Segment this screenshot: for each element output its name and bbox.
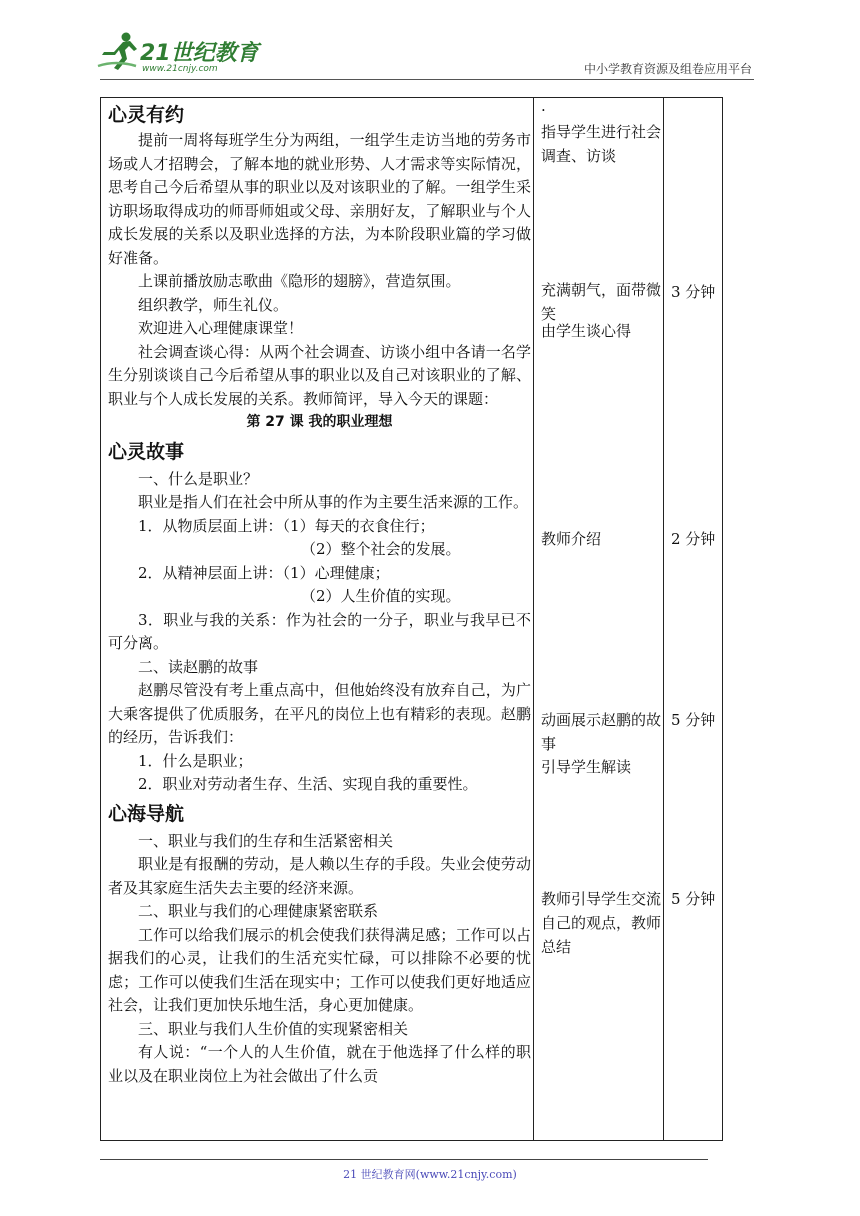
activity-note: 充满朝气，面带微笑 — [541, 281, 662, 323]
paragraph: 1．从物质层面上讲：（1）每天的衣食住行； — [138, 516, 435, 535]
duration: 2 分钟 — [671, 530, 716, 548]
paragraph: 提前一周将每班学生分为两组，一组学生走访当地的劳务市场或人才招聘会，了解本地的就业形势、人才需求等实际情况，思考自己今后希望从事的职业以及对该职业的了解。一组学生采访职场取得成功的师哥师姐或父母、亲朋好友，了解职业与个人成长发展的关系以及职业选择的方法，为本阶段职业篇的学习做好准备。 — [108, 131, 531, 267]
column-divider — [533, 98, 534, 1140]
paragraph: 2．职业对劳动者生存、生活、实现自我的重要性。 — [138, 775, 478, 793]
activity-note: 指导学生进行社会调查、访谈 — [541, 123, 662, 165]
column-divider — [663, 98, 664, 1140]
section-title-xinlinggushi: 心灵故事 — [108, 440, 185, 463]
paragraph: 2．从精神层面上讲：（1）心理健康； — [138, 563, 390, 582]
duration: 5 分钟 — [671, 890, 716, 908]
paragraph: 赵鹏尽管没有考上重点高中，但他始终没有放弃自己，为广大乘客提供了优质服务，在平凡的岗位上也有精彩的表现。赵鹏的经历，告诉我们： — [108, 681, 531, 746]
activity-note: 由学生谈心得 — [541, 322, 632, 340]
paragraph: 职业是有报酬的劳动，是人赖以生存的手段。失业会使劳动者及其家庭生活失去主要的经济来源。 — [108, 855, 531, 897]
platform-name: 中小学教育资源及组卷应用平台 — [583, 62, 752, 76]
paragraph: 社会调查谈心得：从两个社会调查、访谈小组中各请一名学生分别谈谈自己今后希望从事的职业以及自己对该职业的了解、职业与个人成长发展的关系。教师简评，导入今天的课题： — [108, 342, 531, 408]
lesson-plan-table — [100, 97, 723, 1141]
page-header — [0, 0, 860, 80]
paragraph: 上课前播放励志歌曲《隐形的翅膀》，营造氛围。 — [138, 272, 461, 290]
header-divider — [100, 79, 754, 80]
running-figure-icon — [96, 30, 140, 74]
paragraph: 有人说：“一个人的人生价值，就在于他选择了什么样的职业以及在职业岗位上为社会做出了什么贡 — [108, 1043, 531, 1085]
paragraph: 1．什么是职业； — [138, 751, 253, 770]
lesson-title: 第 27 课 我的职业理想 — [246, 414, 393, 430]
activity-note: 教师介绍 — [541, 530, 602, 548]
section-title-xinlingyouyue: 心灵有约 — [108, 104, 185, 126]
section-title-xinhaidaohang: 心海导航 — [108, 802, 185, 825]
paragraph: （2）人生价值的实现。 — [301, 587, 461, 605]
paragraph: 职业是指人们在社会中所从事的作为主要生活来源的工作。 — [138, 493, 529, 511]
duration: 5 分钟 — [671, 711, 716, 729]
paragraph: 三、职业与我们人生价值的实现紧密相关 — [138, 1019, 409, 1038]
paragraph: 工作可以给我们展示的机会使我们获得满足感；工作可以占据我们的心灵，让我们的生活充实忙碌，可以排除不必要的忧虑；工作可以使我们生活在现实中；工作可以使我们更好地适应社会，让我们更加快乐地生活，身心更加健康。 — [108, 925, 531, 1014]
footer-link[interactable]: 21 世纪教育网(www.21cnjy.com) — [343, 1168, 517, 1181]
paragraph: （2）整个社会的发展。 — [301, 540, 461, 558]
activity-note: . — [541, 97, 546, 115]
logo-url: www.21cnjy.com — [142, 64, 218, 74]
activity-note: 教师引导学生交流自己的观点，教师总结 — [541, 890, 662, 956]
paragraph: 二、读赵鹏的故事 — [138, 657, 259, 676]
activity-note: 动画展示赵鹏的故事 — [541, 711, 662, 753]
paragraph: 3．职业与我的关系：作为社会的一分子，职业与我早已不可分离。 — [108, 610, 531, 652]
paragraph: 组织教学，师生礼仪。 — [138, 295, 289, 314]
duration: 3 分钟 — [671, 283, 716, 301]
activity-note: 引导学生解读 — [541, 758, 632, 776]
site-logo[interactable] — [96, 30, 266, 78]
paragraph: 二、职业与我们的心理健康紧密联系 — [138, 902, 379, 920]
teaching-content-column — [108, 102, 531, 1088]
logo-text: 21世纪教育 — [140, 41, 259, 66]
paragraph: 一、什么是职业？ — [138, 469, 259, 488]
footer-divider — [100, 1159, 708, 1160]
paragraph: 欢迎进入心理健康课堂！ — [138, 319, 304, 337]
paragraph: 一、职业与我们的生存和生活紧密相关 — [138, 831, 394, 850]
